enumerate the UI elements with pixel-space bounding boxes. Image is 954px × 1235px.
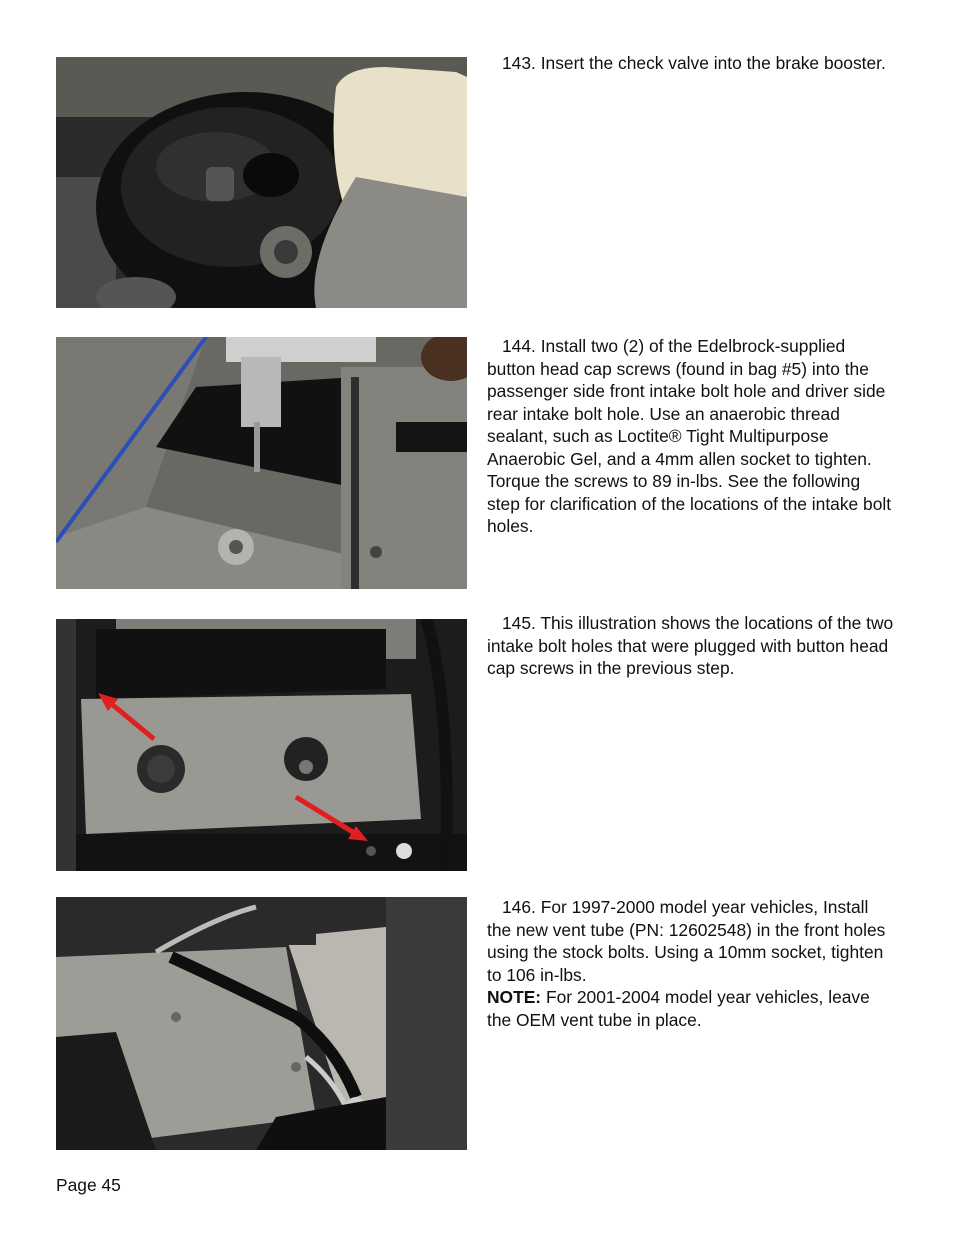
step-text: Install two (2) of the Edelbrock-supplied button head cap screws (found in bag #5) into the passenger side front intake bolt hole and driver side rear intake bolt hole. Use an anaerobic thread sealant, such as Loctite® Tight Multipurpose Anaerobic Gel, and a 4mm allen socket to tighten. Torque the screws to 89 in-lbs. See the following step for clarification of the locations of the intake bolt holes. [487,336,892,536]
step-145 [487,612,897,680]
step-number: 144. [502,336,536,356]
note-label: NOTE: [487,987,542,1007]
brake-booster-photo [56,57,467,308]
step-number: 145. [502,613,536,633]
step-146 [487,896,897,1031]
vent-tube-photo [56,897,467,1150]
step-text: For 1997-2000 model year vehicles, Install the new vent tube (PN: 12602548) in the front holes using the stock bolts. Using a 10mm socket, tighten to 106 in-lbs. [487,897,886,985]
note-text: For 2001-2004 model year vehicles, leave the OEM vent tube in place. [487,987,870,1030]
page-number: Page 45 [56,1175,121,1195]
step-143 [487,52,897,75]
step-number: 143. [502,53,536,73]
step-text: Insert the check valve into the brake booster. [540,53,886,73]
intake-bolt-holes-photo [56,619,467,871]
intake-screw-photo [56,337,467,589]
step-number: 146. [502,897,536,917]
step-144 [487,335,897,538]
step-text: This illustration shows the locations of the two intake bolt holes that were plugged with button head cap screws in the previous step. [487,613,894,678]
